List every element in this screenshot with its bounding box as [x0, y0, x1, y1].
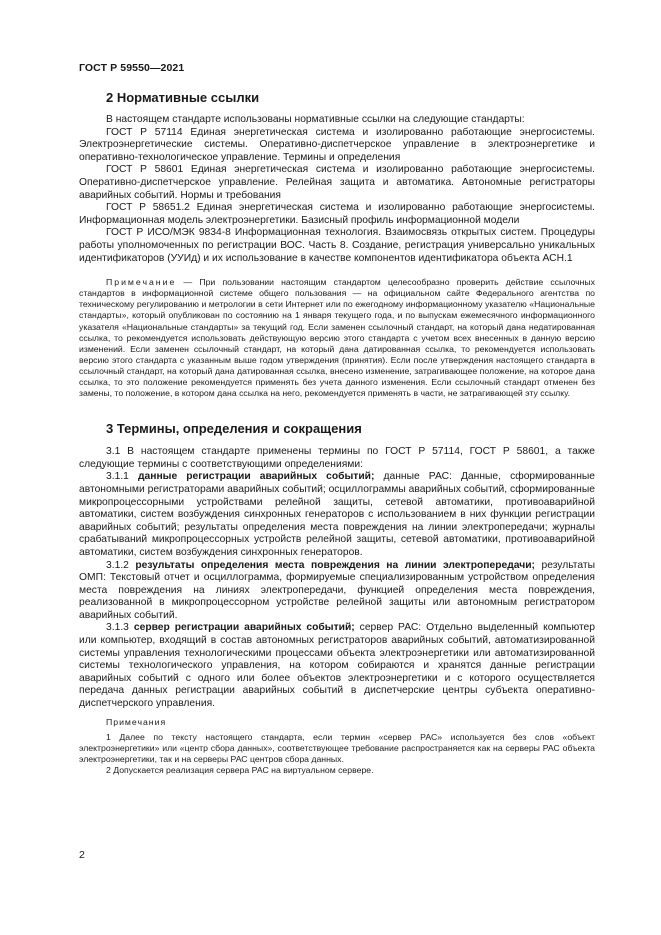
note-item: 1 Далее по тексту настоящего стандарта, если термин «сервер РАС» используется без слов «объект электроэнергетики» или «центр сбора данных», соответствующее требование распространяется как на серверы РАС объекта электроэнергетики, так и на серверы РАС центров сбора данных.: [79, 731, 595, 764]
section-2-intro: В настоящем стандарте использованы нормативные ссылки на следующие стандарты:: [106, 114, 525, 125]
term-number: 3.1.2: [106, 559, 136, 571]
note-label: Примечание: [106, 277, 177, 288]
term-name: сервер регистрации аварийных событий;: [133, 622, 355, 634]
reference-item: ГОСТ Р 58601 Единая энергетическая система и изолированно работающие энергосистемы. Оперативно-диспетчерское управление. Релейная защита и автоматика. Автономные регистраторы аварийных событий. Нормы и требования: [79, 164, 595, 201]
term-name: результаты определения места повреждения на линии электропередачи;: [135, 559, 535, 571]
page-content: [79, 90, 595, 776]
term-entry: [79, 560, 595, 623]
page-number: 2: [79, 849, 85, 861]
term-number: 3.1.3: [106, 622, 134, 634]
section-3-heading: 3 Термины, определения и сокращения: [106, 421, 362, 437]
term-number: 3.1.1: [106, 471, 138, 483]
reference-item: ГОСТ Р 58651.2 Единая энергетическая система и изолированно работающие энергосистемы. Информационная модель электроэнергетики. Базисный профиль информационной модели: [79, 202, 595, 226]
term-entry: [79, 622, 595, 710]
document-code: ГОСТ Р 59550—2021: [79, 62, 185, 74]
term-name: данные регистрации аварийных событий;: [137, 471, 375, 483]
section-3-intro: 3.1 В настоящем стандарте применены термины по ГОСТ Р 57114, ГОСТ Р 58601, а также следующие термины с соответствующими определениями:: [79, 446, 595, 470]
note-text: — При пользовании настоящим стандартом целесообразно проверить действие ссылочных стандартов в информационной системе общего пользования — на официальном сайте Федерального агентства по техническому регулированию и метрологии в сети Интернет или по ежегодному информационному указателю «Национальные стандарты», который опубликован по состоянию на 1 января текущего года, и по выпускам ежемесячного информационного указателя «Национальные стандарты» за текущий год. Если заменен ссылочный стандарт, на который дана недатированная ссылка, то рекомендуется использовать действующую версию этого стандарта с учетом всех внесенных в данную версию изменений. Если заменен ссылочный стандарт, на который дана датированная ссылка, то рекомендуется использовать версию этого стандарта с указанным выше годом утверждения (принятия). Если после утверждения настоящего стандарта в ссылочный стандарт, на который дана датированная ссылка, внесено изменение, затрагивающее положение, на которое дана ссылка, то это положение рекомендуется применять без учета данного изменения. Если ссылочный стандарт отменен без замены, то положение, в котором дана ссылка на него, рекомендуется применять в части, не затрагивающей эту ссылку.: [79, 277, 595, 399]
term-definition: сервер РАС: Отдельно выделенный компьютер или компьютер, входящий в состав автономных регистраторов аварийных событий, автоматизированной системы управления технологическими процессами объекта электроэнергетики или автоматизированной системы технологического управления, на котором собираются и хранятся данные регистрации аварийных событий с одного или более объектов электроэнергетики и с которого осуществляется передача данных регистрации аварийных событий в диспетчерские центры субъекта оперативно-диспетчерского управления.: [79, 622, 595, 710]
section-2-heading: 2 Нормативные ссылки: [106, 90, 260, 105]
term-definition: данные РАС: Данные, сформированные автономными регистраторами аварийных событий; осциллограммы аварийных событий, сформированные микропроцессорными устройствами релейной защиты, сетевой автоматики, противоаварийной автоматики, систем возбуждения синхронных генераторов с использованием в них функции регистрации аварийных событий; результаты определения места повреждения на линии электропередачи; журналы срабатываний микропроцессорных устройств релейной защиты, сетевой автоматики, противоаварийной автоматики, систем возбуждения синхронных генераторов.: [79, 471, 596, 558]
section-2-note: [79, 277, 595, 399]
reference-item: ГОСТ Р 57114 Единая энергетическая система и изолированно работающие энергосистемы. Электроэнергетические системы. Оперативно-диспетчерское управление в электроэнергетике и оперативно-технологическое управление. Термины и определения: [79, 126, 595, 163]
notes-label: Примечания: [106, 716, 167, 727]
term-entry: [79, 471, 595, 559]
section-3-notes: [79, 717, 595, 776]
term-definition: результаты ОМП: Текстовый отчет и осциллограмма, формируемые специализированным устройством определения места повреждения на линиях электропередачи, функцией определения места повреждения, реализованной в микропроцессорном устройстве релейной защиты или автономным регистратором аварийных событий.: [79, 559, 596, 621]
note-item: 2 Допускается реализация сервера РАС на виртуальном сервере.: [106, 765, 374, 775]
reference-item: ГОСТ Р ИСО/МЭК 9834-8 Информационная технология. Взаимосвязь открытых систем. Процедуры работы уполномоченных по регистрации ВОС. Часть 8. Создание, регистрация универсально уникальных идентификаторов (УУИд) и их использование в качестве компонентов идентификатора объекта АСН.1: [79, 227, 595, 264]
